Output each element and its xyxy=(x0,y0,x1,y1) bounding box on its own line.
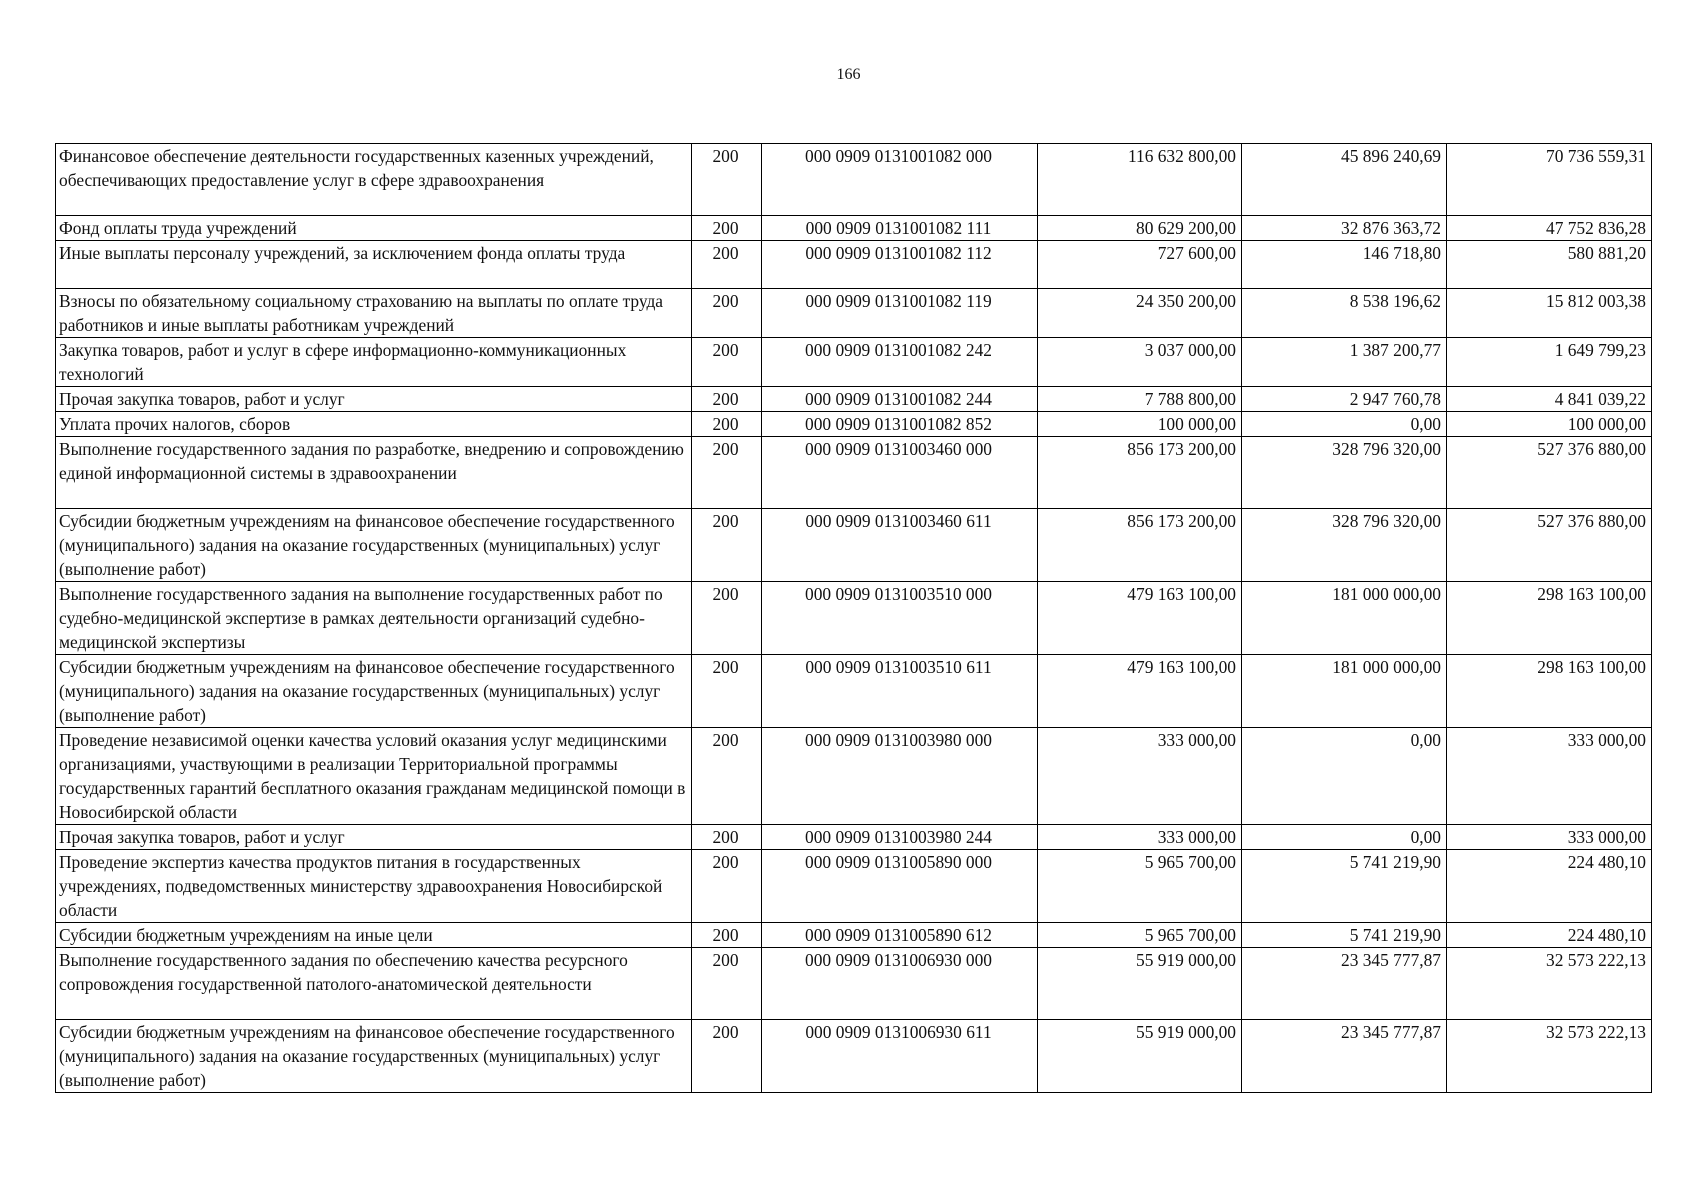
row-approved: 727 600,00 xyxy=(1038,241,1242,289)
row-line-code: 200 xyxy=(692,412,762,437)
row-budget-code: 000 0909 0131003460 611 xyxy=(762,509,1038,582)
row-remaining: 224 480,10 xyxy=(1447,850,1652,923)
table-row xyxy=(56,216,1652,241)
row-budget-code: 000 0909 0131005890 612 xyxy=(762,923,1038,948)
row-budget-code: 000 0909 0131003980 000 xyxy=(762,728,1038,825)
row-line-code: 200 xyxy=(692,655,762,728)
row-approved: 55 919 000,00 xyxy=(1038,948,1242,1020)
row-line-code: 200 xyxy=(692,728,762,825)
row-name: Субсидии бюджетным учреждениям на финансовое обеспечение государственного (муниципального) задания на оказание государственных (муниципальных) услуг (выполнение работ) xyxy=(56,1020,692,1093)
row-budget-code: 000 0909 0131001082 000 xyxy=(762,144,1038,216)
page-number: 166 xyxy=(836,66,861,83)
row-executed: 146 718,80 xyxy=(1242,241,1447,289)
table-body xyxy=(56,144,1652,1093)
row-name: Выполнение государственного задания по обеспечению качества ресурсного сопровождения государственной патолого-анатомической деятельности xyxy=(56,948,692,1020)
row-executed: 2 947 760,78 xyxy=(1242,387,1447,412)
row-remaining: 100 000,00 xyxy=(1447,412,1652,437)
row-name: Проведение экспертиз качества продуктов питания в государственных учреждениях, подведомственных министерству здравоохранения Новосибирской области xyxy=(56,850,692,923)
table-row xyxy=(56,144,1652,216)
table-row xyxy=(56,387,1652,412)
row-budget-code: 000 0909 0131003980 244 xyxy=(762,825,1038,850)
row-line-code: 200 xyxy=(692,923,762,948)
table-row xyxy=(56,1020,1652,1093)
row-line-code: 200 xyxy=(692,1020,762,1093)
row-approved: 55 919 000,00 xyxy=(1038,1020,1242,1093)
row-executed: 23 345 777,87 xyxy=(1242,1020,1447,1093)
row-executed: 328 796 320,00 xyxy=(1242,509,1447,582)
row-remaining: 70 736 559,31 xyxy=(1447,144,1652,216)
row-budget-code: 000 0909 0131001082 852 xyxy=(762,412,1038,437)
row-name: Взносы по обязательному социальному страхованию на выплаты по оплате труда работников и иные выплаты работникам учреждений xyxy=(56,289,692,338)
row-name: Фонд оплаты труда учреждений xyxy=(56,216,692,241)
table-row xyxy=(56,948,1652,1020)
row-remaining: 333 000,00 xyxy=(1447,825,1652,850)
row-budget-code: 000 0909 0131001082 242 xyxy=(762,338,1038,387)
row-budget-code: 000 0909 0131001082 111 xyxy=(762,216,1038,241)
table-row xyxy=(56,728,1652,825)
row-line-code: 200 xyxy=(692,144,762,216)
row-name: Прочая закупка товаров, работ и услуг xyxy=(56,825,692,850)
row-executed: 181 000 000,00 xyxy=(1242,655,1447,728)
row-line-code: 200 xyxy=(692,289,762,338)
row-name: Прочая закупка товаров, работ и услуг xyxy=(56,387,692,412)
table-row xyxy=(56,338,1652,387)
row-remaining: 32 573 222,13 xyxy=(1447,948,1652,1020)
row-executed: 181 000 000,00 xyxy=(1242,582,1447,655)
row-budget-code: 000 0909 0131006930 611 xyxy=(762,1020,1038,1093)
row-name: Уплата прочих налогов, сборов xyxy=(56,412,692,437)
row-line-code: 200 xyxy=(692,241,762,289)
row-name: Закупка товаров, работ и услуг в сфере информационно-коммуникационных технологий xyxy=(56,338,692,387)
row-remaining: 15 812 003,38 xyxy=(1447,289,1652,338)
row-name: Выполнение государственного задания на выполнение государственных работ по судебно-медицинской экспертизе в рамках деятельности организаций судебно-медицинской экспертизы xyxy=(56,582,692,655)
table-row xyxy=(56,655,1652,728)
row-executed: 45 896 240,69 xyxy=(1242,144,1447,216)
row-executed: 0,00 xyxy=(1242,728,1447,825)
row-executed: 1 387 200,77 xyxy=(1242,338,1447,387)
row-budget-code: 000 0909 0131005890 000 xyxy=(762,850,1038,923)
row-executed: 328 796 320,00 xyxy=(1242,437,1447,509)
row-name: Иные выплаты персоналу учреждений, за исключением фонда оплаты труда xyxy=(56,241,692,289)
row-executed: 23 345 777,87 xyxy=(1242,948,1447,1020)
row-line-code: 200 xyxy=(692,582,762,655)
row-line-code: 200 xyxy=(692,825,762,850)
row-executed: 8 538 196,62 xyxy=(1242,289,1447,338)
table-row xyxy=(56,412,1652,437)
row-remaining: 580 881,20 xyxy=(1447,241,1652,289)
table-row xyxy=(56,241,1652,289)
row-budget-code: 000 0909 0131001082 244 xyxy=(762,387,1038,412)
row-executed: 32 876 363,72 xyxy=(1242,216,1447,241)
row-line-code: 200 xyxy=(692,850,762,923)
row-approved: 5 965 700,00 xyxy=(1038,923,1242,948)
row-budget-code: 000 0909 0131003510 000 xyxy=(762,582,1038,655)
row-executed: 0,00 xyxy=(1242,412,1447,437)
row-name: Субсидии бюджетным учреждениям на финансовое обеспечение государственного (муниципального) задания на оказание государственных (муниципальных) услуг (выполнение работ) xyxy=(56,509,692,582)
row-approved: 7 788 800,00 xyxy=(1038,387,1242,412)
row-approved: 80 629 200,00 xyxy=(1038,216,1242,241)
row-approved: 479 163 100,00 xyxy=(1038,582,1242,655)
row-line-code: 200 xyxy=(692,509,762,582)
row-approved: 856 173 200,00 xyxy=(1038,509,1242,582)
row-remaining: 47 752 836,28 xyxy=(1447,216,1652,241)
row-remaining: 527 376 880,00 xyxy=(1447,509,1652,582)
row-remaining: 298 163 100,00 xyxy=(1447,655,1652,728)
row-approved: 333 000,00 xyxy=(1038,825,1242,850)
row-executed: 5 741 219,90 xyxy=(1242,850,1447,923)
row-line-code: 200 xyxy=(692,338,762,387)
row-executed: 5 741 219,90 xyxy=(1242,923,1447,948)
row-name: Выполнение государственного задания по разработке, внедрению и сопровождению единой информационной системы в здравоохранении xyxy=(56,437,692,509)
row-remaining: 4 841 039,22 xyxy=(1447,387,1652,412)
row-approved: 24 350 200,00 xyxy=(1038,289,1242,338)
row-name: Проведение независимой оценки качества условий оказания услуг медицинскими организациями, участвующими в реализации Территориальной программы государственных гарантий бесплатного оказания гражданам медицинской помощи в Новосибирской области xyxy=(56,728,692,825)
table-row xyxy=(56,850,1652,923)
row-remaining: 32 573 222,13 xyxy=(1447,1020,1652,1093)
table-row xyxy=(56,582,1652,655)
budget-execution-table xyxy=(55,143,1652,1093)
row-name: Субсидии бюджетным учреждениям на иные цели xyxy=(56,923,692,948)
table-row xyxy=(56,825,1652,850)
row-approved: 5 965 700,00 xyxy=(1038,850,1242,923)
row-approved: 856 173 200,00 xyxy=(1038,437,1242,509)
row-remaining: 1 649 799,23 xyxy=(1447,338,1652,387)
row-name: Субсидии бюджетным учреждениям на финансовое обеспечение государственного (муниципального) задания на оказание государственных (муниципальных) услуг (выполнение работ) xyxy=(56,655,692,728)
row-executed: 0,00 xyxy=(1242,825,1447,850)
table-row xyxy=(56,437,1652,509)
row-name: Финансовое обеспечение деятельности государственных казенных учреждений, обеспечивающих предоставление услуг в сфере здравоохранения xyxy=(56,144,692,216)
row-remaining: 527 376 880,00 xyxy=(1447,437,1652,509)
table-row xyxy=(56,289,1652,338)
row-line-code: 200 xyxy=(692,948,762,1020)
table-row xyxy=(56,509,1652,582)
row-remaining: 224 480,10 xyxy=(1447,923,1652,948)
row-budget-code: 000 0909 0131003510 611 xyxy=(762,655,1038,728)
row-budget-code: 000 0909 0131001082 112 xyxy=(762,241,1038,289)
row-approved: 3 037 000,00 xyxy=(1038,338,1242,387)
row-approved: 479 163 100,00 xyxy=(1038,655,1242,728)
row-approved: 100 000,00 xyxy=(1038,412,1242,437)
table-row xyxy=(56,923,1652,948)
row-budget-code: 000 0909 0131006930 000 xyxy=(762,948,1038,1020)
row-remaining: 298 163 100,00 xyxy=(1447,582,1652,655)
row-line-code: 200 xyxy=(692,387,762,412)
row-remaining: 333 000,00 xyxy=(1447,728,1652,825)
row-line-code: 200 xyxy=(692,437,762,509)
row-budget-code: 000 0909 0131001082 119 xyxy=(762,289,1038,338)
row-approved: 116 632 800,00 xyxy=(1038,144,1242,216)
row-line-code: 200 xyxy=(692,216,762,241)
row-budget-code: 000 0909 0131003460 000 xyxy=(762,437,1038,509)
row-approved: 333 000,00 xyxy=(1038,728,1242,825)
